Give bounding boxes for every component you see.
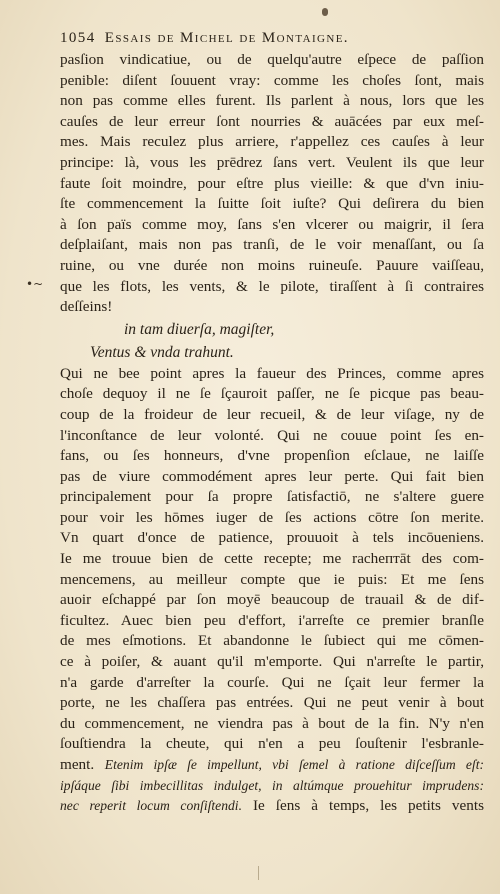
running-title: Essais de Michel de Montaigne. — [104, 30, 349, 46]
text-line: Ie me trouue bien de cette recepte; me rachептāt des com- — [60, 550, 484, 568]
text-line: fans, ou ſes honneurs, d'vne propenſion eſclaue, ne laiſſe — [60, 447, 484, 465]
text-line: auoir eſchappé par ſon moyē beaucoup de trauail & de dif- — [60, 591, 484, 609]
text-line: principe: là, vous les prēdrez ſans vert. Veulent ils que leur — [60, 153, 484, 171]
latin-quote: Etenim ipſæ ſe impellunt, vbi ſemel à ratione diſceſſum eſt: — [104, 757, 484, 772]
body-text — [60, 50, 484, 817]
text-line: pour voir les hōmes iuger de ſes actions cōtre ſon merite. — [60, 508, 484, 526]
text-line: porte, ne les chaſſera pas entrées. Qui ne peut venir à bout — [60, 694, 484, 712]
text-line: ficultez. Auec bien peu d'effort, i'arreſte ce premier branſle — [60, 611, 484, 629]
text-line-mixed — [60, 776, 484, 797]
roman-text: ment. — [60, 756, 105, 773]
text-line: mencemens, au meilleur compte que ie puis: Et me ſens — [60, 570, 484, 588]
margin-marker: •~ — [26, 277, 44, 291]
text-line: principalement pour ſa propre ſatisfactiō, ne s'altere guere — [60, 488, 484, 506]
text-line: n'a garde d'arreſter la courſe. Qui ne ſçait leur fermer la — [60, 673, 484, 691]
roman-text: Ie ſens à temps, les petits vents — [241, 797, 484, 815]
latin-quote: ipſáque ſibi imbecillitas indulget, in altúmque prouehitur imprudens: — [60, 777, 484, 793]
ink-spot — [322, 8, 328, 16]
text-line: faute ſoit moindre, pour eſtre plus vieille: & que d'vn iniu- — [60, 174, 484, 192]
text-line: pas de viure commodément apres leur perte. Qui fait bien — [60, 467, 484, 485]
text-line: l'inconſtance de leur volonté. Qui ne couue point ſes en- — [60, 426, 484, 444]
text-line: penible: diſent ſouuent vray: comme les choſes ſont, mais — [60, 71, 484, 89]
latin-quote: nec reperit locum conſiſtendi. — [60, 798, 242, 814]
text-line: ruine, ou vne durée non moins ruineuſe. Pauure vaiſſeau, — [60, 256, 484, 274]
text-line: ſte commencement la ſuitte ſoit iuſte? Qui deſirera du bien — [60, 195, 484, 213]
text-line-mixed — [60, 755, 484, 776]
text-line: Vn quart d'once de patience, prouuoit à tels incōueniens. — [60, 529, 484, 547]
gutter-mark — [258, 866, 259, 880]
text-line: à ſon païs comme moy, ſans s'en vlcerer ou maigrir, il ſera — [60, 215, 484, 233]
text-line: non pas comme elles furent. Ils parlent à nous, lors que les — [60, 92, 484, 110]
text-line: ſouſtiendra la cheute, qui n'en a peu ſouſtenir l'esbranle- — [60, 735, 484, 753]
text-line: coup de la froideur de leur recueil, & de leur viſage, ny de — [60, 405, 484, 423]
text-line-mixed — [60, 796, 484, 817]
text-line: que les flots, les vents, & le pilote, tiraſſent à ſi contraires — [60, 277, 484, 295]
verse-line: Ventus & vnda trahunt. — [90, 343, 234, 361]
text-line: pasſion vindicatiue, ou de quelqu'autre eſpece de paſſion — [60, 51, 484, 68]
verse-line: in tam diuerſa, magiſter, — [124, 320, 275, 338]
text-line: deſſeins! — [60, 298, 113, 316]
text-line: choſe dequoy il ne ſe ſçauroit paſſer, ne ſe picque pas beau- — [60, 385, 484, 403]
text-line: cauſes de leur erreur ſont nourries & auācées par eux meſ- — [60, 112, 484, 130]
text-line: Qui ne bee point apres la faueur des Princes, comme apres — [60, 364, 484, 382]
text-line: ce à poiſer, & auant qu'il m'emporte. Qui n'arreſte le partir, — [60, 653, 484, 671]
text-line: deſplaiſant, mais non pas tranſi, de le voir menaſſant, ou ſa — [60, 236, 484, 254]
text-line: mes. Mais reculez plus arriere, r'appellez ces cauſes à leur — [60, 133, 484, 151]
text-line: de mes eſmotions. Et abandonne le ſubiect qui me cōmen- — [60, 632, 484, 650]
page-number: 1054 — [60, 30, 96, 46]
text-line: du commencement, ne viendra pas à bout de la fin. N'y n'en — [60, 714, 484, 732]
